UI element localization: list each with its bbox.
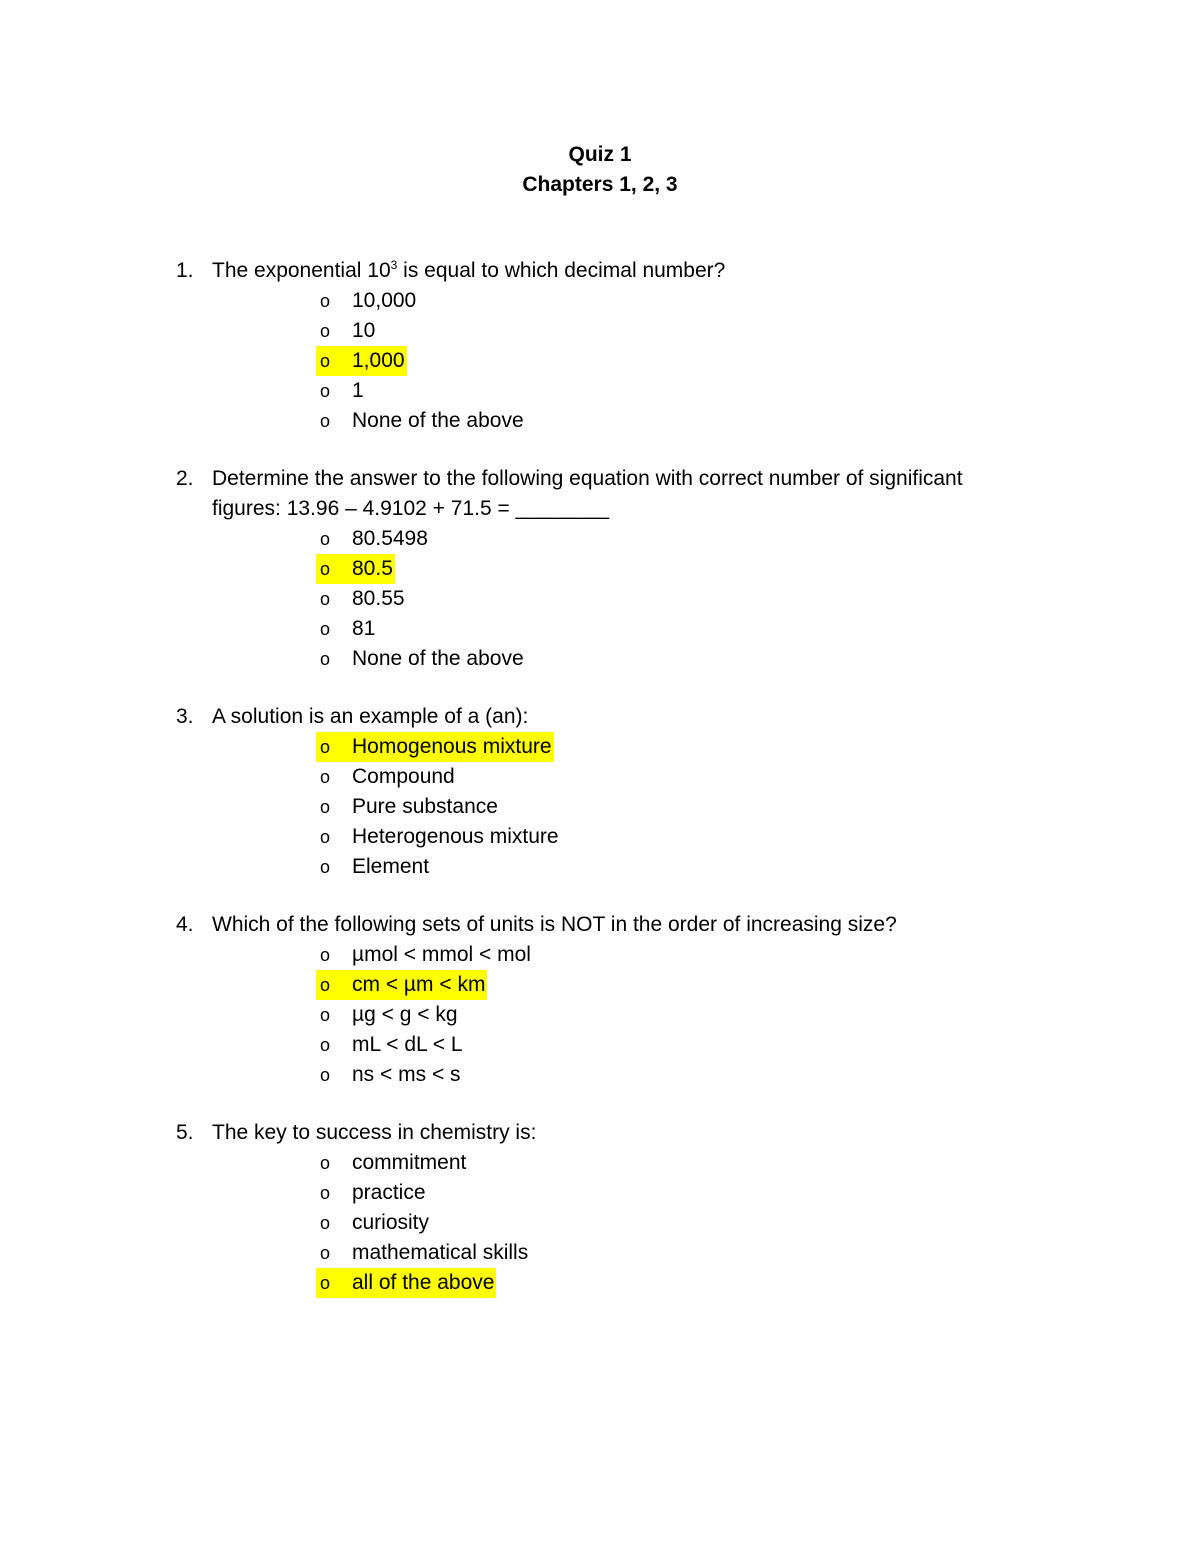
bullet-icon: o bbox=[320, 559, 331, 579]
bullet-icon: o bbox=[320, 1213, 331, 1233]
bullet-icon: o bbox=[320, 1183, 331, 1203]
option-list bbox=[176, 1148, 1026, 1298]
option-label: None of the above bbox=[352, 647, 524, 670]
option-item bbox=[316, 376, 1026, 406]
option-label: all of the above bbox=[352, 1271, 495, 1294]
bullet-icon: o bbox=[320, 737, 331, 757]
option-label: Heterogenous mixture bbox=[352, 825, 559, 848]
option-list bbox=[176, 940, 1026, 1090]
option-label: ns < ms < s bbox=[352, 1063, 461, 1086]
option-label: practice bbox=[352, 1181, 426, 1204]
option-label: 81 bbox=[352, 617, 376, 640]
question-number: 4. bbox=[176, 913, 194, 936]
bullet-icon: o bbox=[320, 291, 331, 311]
option-item bbox=[316, 644, 1026, 674]
bullet-icon: o bbox=[320, 321, 331, 341]
option-item-answer bbox=[316, 1268, 1026, 1298]
option-item-answer bbox=[316, 970, 1026, 1000]
option-label: commitment bbox=[352, 1151, 467, 1174]
bullet-icon: o bbox=[320, 589, 331, 609]
bullet-icon: o bbox=[320, 767, 331, 787]
option-item-answer bbox=[316, 346, 1026, 376]
option-item bbox=[316, 1000, 1026, 1030]
option-label: mL < dL < L bbox=[352, 1033, 463, 1056]
option-item bbox=[316, 762, 1026, 792]
option-label: cm < µm < km bbox=[352, 973, 486, 996]
bullet-icon: o bbox=[320, 797, 331, 817]
option-item bbox=[316, 1060, 1026, 1090]
bullet-icon: o bbox=[320, 381, 331, 401]
question-number: 2. bbox=[176, 467, 194, 490]
bullet-icon: o bbox=[320, 1065, 331, 1085]
option-item bbox=[316, 286, 1026, 316]
option-item bbox=[316, 1208, 1026, 1238]
option-item bbox=[316, 940, 1026, 970]
bullet-icon: o bbox=[320, 1273, 331, 1293]
question-5 bbox=[176, 1118, 1026, 1298]
option-item bbox=[316, 852, 1026, 882]
bullet-icon: o bbox=[320, 975, 331, 995]
option-list bbox=[176, 524, 1026, 674]
option-label: Element bbox=[352, 855, 430, 878]
option-label: µg < g < kg bbox=[352, 1003, 458, 1026]
option-label: Compound bbox=[352, 765, 455, 788]
bullet-icon: o bbox=[320, 619, 331, 639]
option-label: µmol < mmol < mol bbox=[352, 943, 531, 966]
title-block bbox=[0, 140, 1200, 200]
bullet-icon: o bbox=[320, 1243, 331, 1263]
question-2 bbox=[176, 464, 1026, 674]
bullet-icon: o bbox=[320, 857, 331, 877]
question-text bbox=[212, 256, 1026, 286]
question-1 bbox=[176, 256, 1026, 436]
option-label: Homogenous mixture bbox=[352, 735, 552, 758]
question-superscript: 3 bbox=[390, 258, 398, 272]
quiz-subtitle: Chapters 1, 2, 3 bbox=[522, 173, 678, 196]
option-list bbox=[176, 732, 1026, 882]
option-label: 80.5 bbox=[352, 557, 393, 580]
option-item bbox=[316, 1178, 1026, 1208]
question-text: Determine the answer to the following equation with correct number of significant figures: 13.96 – 4.9102 + 71.5 = ________ bbox=[212, 467, 963, 520]
option-item-answer bbox=[316, 732, 1026, 762]
bullet-icon: o bbox=[320, 827, 331, 847]
option-list bbox=[176, 286, 1026, 436]
question-4 bbox=[176, 910, 1026, 1090]
bullet-icon: o bbox=[320, 649, 331, 669]
option-label: mathematical skills bbox=[352, 1241, 529, 1264]
question-3 bbox=[176, 702, 1026, 882]
option-item bbox=[316, 1030, 1026, 1060]
question-text-after: is equal to which decimal number? bbox=[397, 259, 726, 282]
bullet-icon: o bbox=[320, 945, 331, 965]
option-label: None of the above bbox=[352, 409, 524, 432]
question-number: 3. bbox=[176, 705, 194, 728]
bullet-icon: o bbox=[320, 529, 331, 549]
option-item bbox=[316, 614, 1026, 644]
option-item bbox=[316, 822, 1026, 852]
bullet-icon: o bbox=[320, 1035, 331, 1055]
option-label: 80.55 bbox=[352, 587, 405, 610]
option-label: Pure substance bbox=[352, 795, 498, 818]
question-text-before: The exponential 10 bbox=[212, 259, 391, 282]
question-list bbox=[176, 256, 1026, 1326]
option-item bbox=[316, 316, 1026, 346]
option-label: 10,000 bbox=[352, 289, 417, 312]
quiz-title: Quiz 1 bbox=[568, 143, 632, 166]
question-text: A solution is an example of a (an): bbox=[212, 705, 529, 728]
bullet-icon: o bbox=[320, 1153, 331, 1173]
question-text: Which of the following sets of units is NOT in the order of increasing size? bbox=[212, 913, 897, 936]
option-label: 1,000 bbox=[352, 349, 405, 372]
option-item bbox=[316, 406, 1026, 436]
question-number: 1. bbox=[176, 259, 194, 282]
option-item bbox=[316, 1148, 1026, 1178]
option-label: 1 bbox=[352, 379, 364, 402]
bullet-icon: o bbox=[320, 411, 331, 431]
question-text: The key to success in chemistry is: bbox=[212, 1121, 537, 1144]
option-item bbox=[316, 584, 1026, 614]
bullet-icon: o bbox=[320, 1005, 331, 1025]
option-item bbox=[316, 524, 1026, 554]
option-label: curiosity bbox=[352, 1211, 430, 1234]
option-label: 80.5498 bbox=[352, 527, 428, 550]
option-item bbox=[316, 792, 1026, 822]
question-number: 5. bbox=[176, 1121, 194, 1144]
option-item-answer bbox=[316, 554, 1026, 584]
option-label: 10 bbox=[352, 319, 376, 342]
option-item bbox=[316, 1238, 1026, 1268]
bullet-icon: o bbox=[320, 351, 331, 371]
